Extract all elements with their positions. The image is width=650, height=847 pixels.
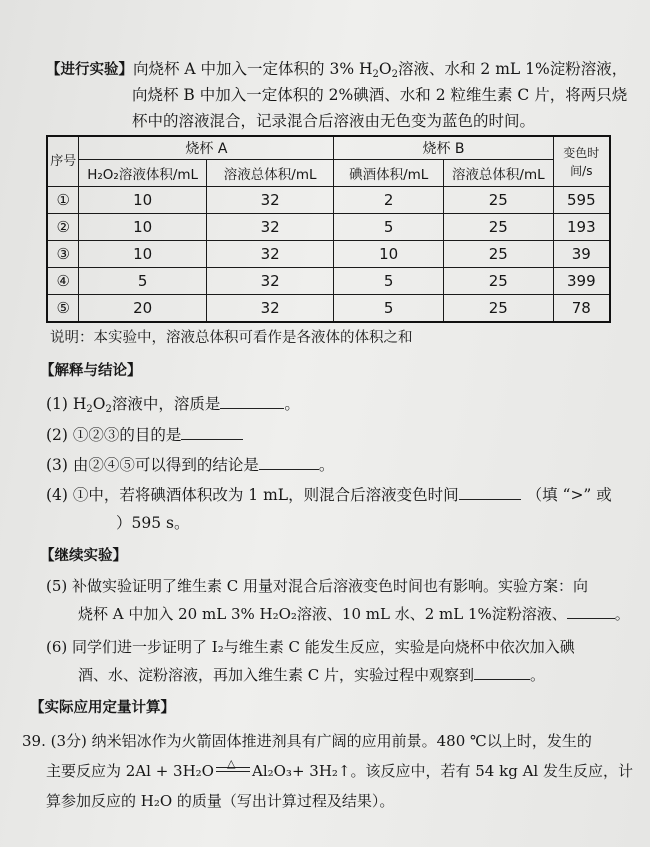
col-header-time: 变色时间/s <box>553 136 610 187</box>
question-1: (1) $H_2O_2$溶液中，溶质是 。 <box>46 395 300 415</box>
table-row: ③ 10 32 10 25 39 <box>47 241 610 268</box>
col-group-beaker-a: 烧杯 A <box>79 136 334 160</box>
section-explain: 【解释与结论】 <box>40 363 142 379</box>
question-3: (3) 由②④⑤可以得到的结论是 。 <box>46 456 335 474</box>
sub-header-total-b: 溶液总体积/mL <box>444 160 554 187</box>
experiment-intro-line2: 向烧杯 B 中加入一定体积的 2%碘酒、水和 2 粒维生素 C 片，将两只烧 <box>132 86 628 104</box>
sub-header-h2o2: H₂O₂溶液体积/mL <box>79 160 207 187</box>
sub-header-iodine: 碘酒体积/mL <box>334 160 444 187</box>
section-tag-experiment: 【进行实验】 <box>46 62 133 78</box>
section-calc: 【实际应用定量计算】 <box>30 700 175 716</box>
question-39: 39. (3分) 纳米铝冰作为火箭固体推进剂具有广阔的应用前景。480 ℃以上时，发生的 <box>22 732 592 750</box>
note-text: 说明：本实验中，溶液总体积可看作是各液体的体积之和 <box>50 330 413 346</box>
experiment-intro-line1: 【进行实验】向烧杯 A 中加入一定体积的 3% $H_2O_2$溶液、水和 2 mL 1%淀粉溶液， <box>46 60 628 80</box>
col-group-beaker-b: 烧杯 B <box>334 136 553 160</box>
question-5-line2: 烧杯 A 中加入 20 mL 3% H₂O₂溶液、10 mL 水、2 mL 1%淀粉溶液、 。 <box>78 605 630 623</box>
question-39-line3: 算参加反应的 H₂O 的质量（写出计算过程及结果）。 <box>46 792 395 810</box>
sub-header-total-a: 溶液总体积/mL <box>206 160 334 187</box>
answer-blank[interactable] <box>474 679 530 680</box>
table-row: ① 10 32 2 25 595 <box>47 187 610 214</box>
experiment-table <box>46 135 611 323</box>
question-6: (6) 同学们进一步证明了 I₂与维生素 C 能发生反应，实验是向烧杯中依次加入碘 <box>46 638 575 656</box>
table-row: ② 10 32 5 25 193 <box>47 214 610 241</box>
answer-blank[interactable] <box>459 499 521 500</box>
table-row: ⑤ 20 32 5 25 78 <box>47 295 610 323</box>
question-5: (5) 补做实验证明了维生素 C 用量对混合后溶液变色时间也有影响。实验方案：向 <box>46 577 589 595</box>
reaction-condition-mark: △ <box>216 767 250 772</box>
answer-blank[interactable] <box>259 469 319 470</box>
question-39-line2: 主要反应为 2Al + 3H₂O △ Al₂O₃+ 3H₂↑。该反应中，若有 54 kg Al 发生反应，计 <box>46 757 633 780</box>
question-4: (4) ①中，若将碘酒体积改为 1 mL，则混合后溶液变色时间 （填 “>” 或 <box>46 486 612 504</box>
question-4-line2: ）595 s。 <box>116 514 190 532</box>
answer-blank[interactable] <box>181 439 243 440</box>
answer-blank[interactable] <box>567 618 615 619</box>
table-row: ④ 5 32 5 25 399 <box>47 268 610 295</box>
section-continue: 【继续实验】 <box>40 548 127 564</box>
answer-blank[interactable] <box>220 408 284 409</box>
col-header-seq: 序号 <box>47 136 79 187</box>
question-2: (2) ①②③的目的是 <box>46 424 243 446</box>
question-6-line2: 酒、水、淀粉溶液，再加入维生素 C 片，实验过程中观察到 。 <box>78 666 546 684</box>
experiment-intro-line3: 杯中的溶液混合，记录混合后溶液由无色变为蓝色的时间。 <box>132 112 536 130</box>
